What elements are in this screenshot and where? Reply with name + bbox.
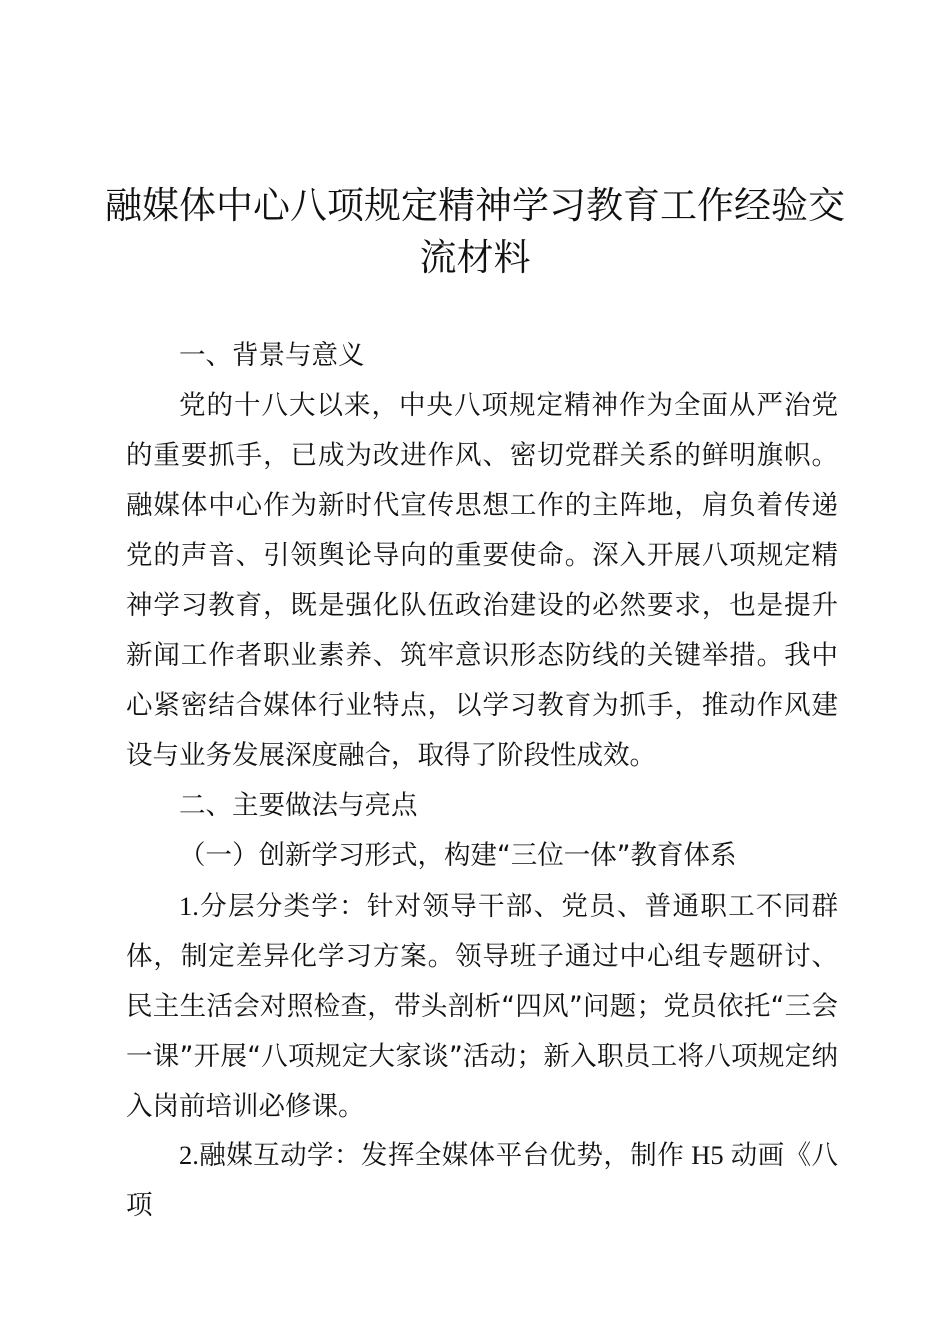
list-item-text: 分层分类学：针对领导干部、党员、普通职工不同群体，制定差异化学习方案。领导班子通过中心组专题研讨、民主生活会对照检查，带头剖析“四风”问题；党员依托“三会一课”开展“八项规定大家谈”活动；新入职员工将八项规定纳入岗前培训必修课。 bbox=[126, 891, 838, 1122]
list-item-text: 融媒互动学：发挥全媒体平台优势，制作 bbox=[198, 1140, 685, 1171]
section-heading-background: 一、背景与意义 bbox=[179, 340, 365, 371]
subsection-heading-innovate-learning: （一）创新学习形式，构建“三位一体”教育体系 bbox=[179, 840, 737, 871]
list-item-number: 1. bbox=[179, 891, 199, 921]
list-item-number: 2. bbox=[179, 1140, 199, 1170]
list-item-media-interactive-learning bbox=[126, 1130, 838, 1231]
paragraph-background-significance: 党的十八大以来，中央八项规定精神作为全面从严治党的重要抓手，已成为改进作风、密切党群关系的鲜明旗帜。融媒体中心作为新时代宣传思想工作的主阵地，肩负着传递党的声音、引领舆论导向的重要使命。深入开展八项规定精神学习教育，既是强化队伍政治建设的必然要求，也是提升新闻工作者职业素养、筑牢意识形态防线的关键举措。我中心紧密结合媒体行业特点，以学习教育为抓手，推动作风建设与业务发展深度融合，取得了阶段性成效。 bbox=[126, 390, 838, 771]
section-heading-main-practices: 二、主要做法与亮点 bbox=[179, 790, 418, 821]
list-item-text-continued: 动画《八项 bbox=[126, 1140, 839, 1221]
list-item-h5-label: H5 bbox=[684, 1140, 731, 1170]
document-title-line-2: 流材料 bbox=[419, 236, 531, 279]
document-title-line-1: 融媒体中心八项规定精神学习教育工作经验交 bbox=[105, 184, 845, 227]
list-item-layered-learning bbox=[126, 881, 838, 1132]
